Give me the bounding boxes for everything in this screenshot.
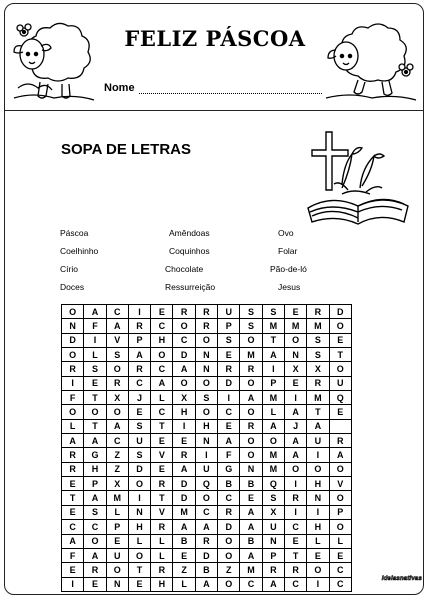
grid-cell[interactable]: R: [330, 434, 352, 448]
lamb-right-icon: [322, 10, 420, 105]
grid-cell[interactable]: A: [218, 434, 240, 448]
grid-cell[interactable]: R: [151, 563, 173, 577]
watermark: ideiasnativas: [381, 576, 422, 582]
grid-cell[interactable]: F: [84, 319, 106, 333]
grid-cell[interactable]: A: [240, 391, 262, 405]
grid-cell[interactable]: I: [263, 362, 285, 376]
grid-cell[interactable]: T: [330, 348, 352, 362]
grid-cell[interactable]: S: [107, 348, 129, 362]
grid-cell[interactable]: M: [263, 448, 285, 462]
grid-cell[interactable]: A: [84, 434, 106, 448]
grid-cell[interactable]: L: [151, 549, 173, 563]
grid-cell[interactable]: O: [107, 405, 129, 419]
grid-cell[interactable]: R: [107, 377, 129, 391]
grid-cell[interactable]: C: [107, 434, 129, 448]
grid-cell[interactable]: L: [62, 420, 84, 434]
grid-cell[interactable]: E: [285, 377, 307, 391]
grid-cell[interactable]: U: [330, 377, 352, 391]
grid-cell[interactable]: G: [84, 448, 106, 462]
grid-cell[interactable]: R: [151, 520, 173, 534]
grid-cell[interactable]: O: [62, 348, 84, 362]
grid-cell[interactable]: A: [107, 420, 129, 434]
grid-cell[interactable]: O: [196, 491, 218, 505]
grid-cell[interactable]: T: [129, 563, 151, 577]
grid-cell[interactable]: O: [173, 319, 195, 333]
grid-cell[interactable]: X: [173, 391, 195, 405]
grid-cell[interactable]: C: [196, 506, 218, 520]
grid-cell[interactable]: R: [62, 448, 84, 462]
grid-cell[interactable]: U: [107, 549, 129, 563]
grid-cell[interactable]: E: [62, 477, 84, 491]
grid-cell[interactable]: X: [107, 477, 129, 491]
grid-cell[interactable]: A: [196, 520, 218, 534]
grid-cell[interactable]: O: [151, 348, 173, 362]
grid-cell[interactable]: E: [330, 405, 352, 419]
grid-cell[interactable]: E: [330, 549, 352, 563]
grid-cell[interactable]: R: [307, 305, 329, 319]
grid-cell[interactable]: O: [196, 405, 218, 419]
grid-cell[interactable]: I: [285, 506, 307, 520]
grid-cell[interactable]: O: [263, 434, 285, 448]
grid-cell[interactable]: D: [218, 520, 240, 534]
grid-cell[interactable]: E: [107, 535, 129, 549]
grid-cell[interactable]: A: [173, 362, 195, 376]
grid-cell[interactable]: A: [330, 448, 352, 462]
grid-cell[interactable]: E: [84, 377, 106, 391]
grid-cell[interactable]: M: [307, 319, 329, 333]
grid-cell[interactable]: T: [285, 549, 307, 563]
grid-cell[interactable]: S: [240, 319, 262, 333]
grid-cell[interactable]: X: [107, 391, 129, 405]
grid-cell[interactable]: O: [196, 334, 218, 348]
grid-cell[interactable]: M: [240, 348, 262, 362]
grid-cell[interactable]: E: [173, 434, 195, 448]
grid-cell[interactable]: V: [151, 448, 173, 462]
grid-cell[interactable]: O: [330, 520, 352, 534]
word-item: Ovo: [278, 228, 294, 238]
grid-cell[interactable]: X: [285, 362, 307, 376]
grid-cell[interactable]: T: [84, 420, 106, 434]
grid-cell[interactable]: A: [173, 520, 195, 534]
grid-cell[interactable]: E: [307, 549, 329, 563]
grid-cell[interactable]: H: [196, 420, 218, 434]
grid-cell[interactable]: O: [107, 563, 129, 577]
grid-cell[interactable]: E: [129, 405, 151, 419]
grid-cell[interactable]: I: [307, 578, 329, 592]
grid-cell[interactable]: A: [307, 420, 329, 434]
grid-cell[interactable]: Z: [218, 563, 240, 577]
grid-cell[interactable]: O: [330, 319, 352, 333]
grid-cell[interactable]: C: [285, 578, 307, 592]
grid-cell[interactable]: P: [84, 477, 106, 491]
grid-cell[interactable]: A: [129, 348, 151, 362]
grid-cell[interactable]: D: [173, 491, 195, 505]
grid-cell[interactable]: C: [151, 319, 173, 333]
page-title: FELIZ PÁSCOA: [124, 26, 306, 51]
word-item: Coquinhos: [169, 246, 210, 256]
grid-cell[interactable]: R: [84, 563, 106, 577]
grid-cell[interactable]: M: [173, 506, 195, 520]
word-item: Doces: [60, 282, 85, 292]
grid-cell[interactable]: L: [129, 535, 151, 549]
grid-cell[interactable]: R: [62, 362, 84, 376]
grid-cell[interactable]: A: [285, 448, 307, 462]
grid-cell[interactable]: R: [285, 491, 307, 505]
grid-cell[interactable]: O: [240, 434, 262, 448]
grid-cell[interactable]: D: [330, 305, 352, 319]
grid-cell[interactable]: R: [173, 448, 195, 462]
grid-cell[interactable]: T: [307, 405, 329, 419]
grid-cell[interactable]: B: [173, 535, 195, 549]
grid-cell[interactable]: O: [240, 405, 262, 419]
grid-cell[interactable]: C: [330, 578, 352, 592]
grid-cell[interactable]: R: [129, 319, 151, 333]
grid-cell[interactable]: Z: [173, 563, 195, 577]
lamb-left-icon: [10, 10, 105, 105]
grid-cell[interactable]: B: [196, 563, 218, 577]
name-label: Nome: [104, 82, 135, 94]
grid-cell[interactable]: E: [218, 420, 240, 434]
grid-cell[interactable]: H: [151, 334, 173, 348]
grid-cell[interactable]: R: [196, 305, 218, 319]
grid-cell[interactable]: R: [240, 362, 262, 376]
grid-cell[interactable]: O: [285, 334, 307, 348]
grid-cell[interactable]: O: [330, 362, 352, 376]
grid-cell[interactable]: L: [151, 535, 173, 549]
grid-cell[interactable]: P: [107, 520, 129, 534]
grid-cell[interactable]: V: [107, 334, 129, 348]
grid-cell[interactable]: B: [218, 477, 240, 491]
grid-cell[interactable]: I: [307, 506, 329, 520]
grid-cell[interactable]: L: [84, 348, 106, 362]
grid-cell[interactable]: B: [240, 535, 262, 549]
grid-cell[interactable]: O: [62, 405, 84, 419]
name-dotted-line: [139, 84, 322, 94]
grid-cell[interactable]: E: [240, 491, 262, 505]
grid-cell[interactable]: O: [196, 377, 218, 391]
grid-cell[interactable]: O: [240, 334, 262, 348]
grid-cell[interactable]: I: [84, 334, 106, 348]
grid-cell[interactable]: C: [84, 520, 106, 534]
grid-cell[interactable]: G: [218, 463, 240, 477]
grid-cell[interactable]: T: [151, 420, 173, 434]
grid-cell[interactable]: N: [129, 506, 151, 520]
grid-cell[interactable]: E: [151, 434, 173, 448]
grid-cell[interactable]: A: [84, 491, 106, 505]
grid-cell[interactable]: N: [307, 491, 329, 505]
grid-cell[interactable]: Z: [107, 463, 129, 477]
grid-cell[interactable]: U: [196, 463, 218, 477]
grid-cell[interactable]: S: [263, 305, 285, 319]
grid-cell[interactable]: L: [173, 578, 195, 592]
grid-cell[interactable]: H: [307, 520, 329, 534]
word-item: Amêndoas: [169, 228, 210, 238]
grid-cell[interactable]: E: [129, 578, 151, 592]
grid-cell[interactable]: M: [240, 563, 262, 577]
grid-cell[interactable]: F: [218, 448, 240, 462]
grid-cell[interactable]: A: [263, 348, 285, 362]
grid-cell[interactable]: O: [84, 535, 106, 549]
grid-cell[interactable]: S: [84, 506, 106, 520]
grid-cell[interactable]: N: [196, 434, 218, 448]
grid-cell[interactable]: C: [285, 520, 307, 534]
grid-cell[interactable]: [330, 420, 352, 434]
grid-cell[interactable]: V: [151, 506, 173, 520]
grid-cell[interactable]: O: [84, 405, 106, 419]
grid-cell[interactable]: D: [173, 477, 195, 491]
grid-cell[interactable]: L: [263, 405, 285, 419]
grid-cell[interactable]: O: [62, 305, 84, 319]
grid-cell[interactable]: I: [218, 391, 240, 405]
grid-cell[interactable]: M: [285, 319, 307, 333]
grid-cell[interactable]: S: [129, 420, 151, 434]
grid-cell[interactable]: O: [173, 377, 195, 391]
grid-cell[interactable]: S: [263, 491, 285, 505]
grid-cell[interactable]: P: [129, 334, 151, 348]
grid-cell[interactable]: R: [285, 563, 307, 577]
grid-cell[interactable]: V: [330, 477, 352, 491]
grid-cell[interactable]: X: [263, 506, 285, 520]
grid-cell[interactable]: U: [307, 434, 329, 448]
grid-cell[interactable]: I: [129, 491, 151, 505]
grid-cell[interactable]: R: [263, 563, 285, 577]
grid-cell[interactable]: F: [62, 391, 84, 405]
grid-cell[interactable]: H: [307, 477, 329, 491]
grid-cell[interactable]: T: [263, 334, 285, 348]
grid-cell[interactable]: O: [218, 578, 240, 592]
grid-cell[interactable]: M: [107, 491, 129, 505]
section-title: SOPA DE LETRAS: [61, 141, 192, 158]
grid-cell[interactable]: I: [173, 420, 195, 434]
grid-cell[interactable]: U: [129, 434, 151, 448]
grid-cell[interactable]: L: [107, 506, 129, 520]
grid-cell[interactable]: O: [330, 491, 352, 505]
grid-cell[interactable]: L: [151, 391, 173, 405]
grid-cell[interactable]: R: [129, 362, 151, 376]
grid-cell[interactable]: A: [263, 420, 285, 434]
grid-cell[interactable]: R: [62, 463, 84, 477]
grid-cell[interactable]: O: [285, 463, 307, 477]
grid-cell[interactable]: D: [62, 334, 84, 348]
grid-cell[interactable]: S: [196, 391, 218, 405]
word-item: Chocolate: [165, 264, 204, 274]
grid-cell[interactable]: T: [151, 491, 173, 505]
grid-cell[interactable]: E: [218, 348, 240, 362]
grid-cell[interactable]: S: [307, 348, 329, 362]
grid-cell[interactable]: C: [173, 334, 195, 348]
grid-cell[interactable]: P: [330, 506, 352, 520]
grid-cell[interactable]: C: [107, 305, 129, 319]
grid-cell[interactable]: E: [330, 334, 352, 348]
grid-cell[interactable]: O: [240, 448, 262, 462]
grid-cell[interactable]: A: [240, 520, 262, 534]
grid-cell[interactable]: A: [151, 377, 173, 391]
grid-cell[interactable]: H: [129, 520, 151, 534]
word-search-grid[interactable]: [61, 304, 352, 592]
grid-cell[interactable]: A: [263, 578, 285, 592]
grid-cell[interactable]: U: [263, 520, 285, 534]
name-field[interactable]: [104, 82, 322, 94]
word-item: Pão-de-ló: [270, 264, 307, 274]
grid-cell[interactable]: J: [285, 420, 307, 434]
grid-cell[interactable]: E: [62, 563, 84, 577]
grid-cell[interactable]: O: [129, 549, 151, 563]
word-list: [60, 226, 330, 295]
grid-cell[interactable]: R: [196, 319, 218, 333]
grid-cell[interactable]: N: [240, 463, 262, 477]
grid-cell[interactable]: E: [173, 549, 195, 563]
grid-cell[interactable]: N: [285, 348, 307, 362]
grid-cell[interactable]: A: [62, 535, 84, 549]
grid-cell[interactable]: P: [218, 319, 240, 333]
grid-cell[interactable]: I: [62, 578, 84, 592]
grid-cell[interactable]: C: [151, 405, 173, 419]
grid-cell[interactable]: I: [285, 477, 307, 491]
grid-cell[interactable]: I: [129, 305, 151, 319]
grid-cell[interactable]: A: [84, 549, 106, 563]
grid-cell[interactable]: E: [62, 506, 84, 520]
grid-cell[interactable]: O: [307, 463, 329, 477]
grid-cell[interactable]: H: [173, 405, 195, 419]
grid-cell[interactable]: N: [196, 362, 218, 376]
grid-cell[interactable]: D: [129, 463, 151, 477]
grid-cell[interactable]: C: [62, 520, 84, 534]
grid-cell[interactable]: N: [263, 535, 285, 549]
grid-cell[interactable]: A: [173, 463, 195, 477]
grid-cell[interactable]: A: [240, 506, 262, 520]
grid-cell[interactable]: J: [129, 391, 151, 405]
grid-cell[interactable]: A: [285, 434, 307, 448]
grid-cell[interactable]: E: [285, 535, 307, 549]
grid-cell[interactable]: O: [218, 535, 240, 549]
grid-cell[interactable]: M: [307, 391, 329, 405]
grid-cell[interactable]: O: [330, 463, 352, 477]
grid-cell[interactable]: R: [307, 377, 329, 391]
grid-cell[interactable]: R: [173, 305, 195, 319]
grid-cell[interactable]: O: [218, 549, 240, 563]
grid-cell[interactable]: N: [62, 319, 84, 333]
grid-cell[interactable]: C: [240, 578, 262, 592]
grid-cell[interactable]: B: [240, 477, 262, 491]
grid-cell[interactable]: R: [218, 506, 240, 520]
grid-cell[interactable]: H: [84, 463, 106, 477]
grid-cell[interactable]: I: [285, 391, 307, 405]
grid-cell[interactable]: Q: [263, 477, 285, 491]
grid-cell[interactable]: M: [263, 463, 285, 477]
grid-cell[interactable]: D: [218, 377, 240, 391]
grid-cell[interactable]: O: [307, 563, 329, 577]
grid-cell[interactable]: S: [307, 334, 329, 348]
grid-cell[interactable]: C: [218, 491, 240, 505]
grid-cell[interactable]: A: [240, 549, 262, 563]
grid-cell[interactable]: E: [151, 463, 173, 477]
grid-cell[interactable]: O: [107, 362, 129, 376]
grid-cell[interactable]: P: [263, 377, 285, 391]
grid-cell[interactable]: E: [84, 578, 106, 592]
grid-cell[interactable]: R: [218, 362, 240, 376]
grid-cell[interactable]: S: [240, 305, 262, 319]
grid-cell[interactable]: U: [218, 305, 240, 319]
grid-cell[interactable]: S: [84, 362, 106, 376]
grid-cell[interactable]: R: [151, 477, 173, 491]
grid-cell[interactable]: M: [263, 319, 285, 333]
grid-cell[interactable]: Z: [107, 448, 129, 462]
grid-cell[interactable]: P: [263, 549, 285, 563]
grid-cell[interactable]: A: [84, 305, 106, 319]
grid-cell[interactable]: A: [107, 319, 129, 333]
grid-cell[interactable]: R: [240, 420, 262, 434]
grid-cell[interactable]: C: [218, 405, 240, 419]
word-item: Coelhinho: [60, 246, 99, 256]
word-item: Páscoa: [60, 228, 89, 238]
grid-cell[interactable]: T: [62, 491, 84, 505]
grid-cell[interactable]: Q: [330, 391, 352, 405]
grid-cell[interactable]: T: [84, 391, 106, 405]
grid-cell[interactable]: X: [307, 362, 329, 376]
grid-cell[interactable]: D: [173, 348, 195, 362]
word-item: Folar: [278, 246, 298, 256]
grid-cell[interactable]: A: [62, 434, 84, 448]
word-item: Ressurreição: [165, 282, 216, 292]
grid-cell[interactable]: E: [285, 305, 307, 319]
grid-cell[interactable]: H: [151, 578, 173, 592]
grid-cell[interactable]: I: [307, 448, 329, 462]
grid-cell[interactable]: O: [240, 377, 262, 391]
grid-cell[interactable]: I: [196, 448, 218, 462]
grid-cell[interactable]: F: [62, 549, 84, 563]
grid-cell[interactable]: A: [196, 578, 218, 592]
grid-cell[interactable]: C: [151, 362, 173, 376]
grid-cell[interactable]: L: [307, 535, 329, 549]
grid-cell[interactable]: C: [129, 377, 151, 391]
grid-cell[interactable]: O: [129, 477, 151, 491]
grid-cell[interactable]: R: [196, 535, 218, 549]
word-item: Jesus: [278, 282, 301, 292]
grid-cell[interactable]: I: [62, 377, 84, 391]
grid-cell[interactable]: N: [196, 348, 218, 362]
grid-cell[interactable]: A: [285, 405, 307, 419]
grid-cell[interactable]: M: [263, 391, 285, 405]
grid-cell[interactable]: S: [218, 334, 240, 348]
grid-cell[interactable]: E: [151, 305, 173, 319]
grid-cell[interactable]: D: [196, 549, 218, 563]
grid-cell[interactable]: C: [330, 563, 352, 577]
grid-cell[interactable]: Q: [196, 477, 218, 491]
word-item: Círio: [60, 264, 78, 274]
grid-cell[interactable]: L: [330, 535, 352, 549]
grid-cell[interactable]: S: [129, 448, 151, 462]
grid-cell[interactable]: N: [107, 578, 129, 592]
cross-bible-icon: [302, 128, 412, 238]
